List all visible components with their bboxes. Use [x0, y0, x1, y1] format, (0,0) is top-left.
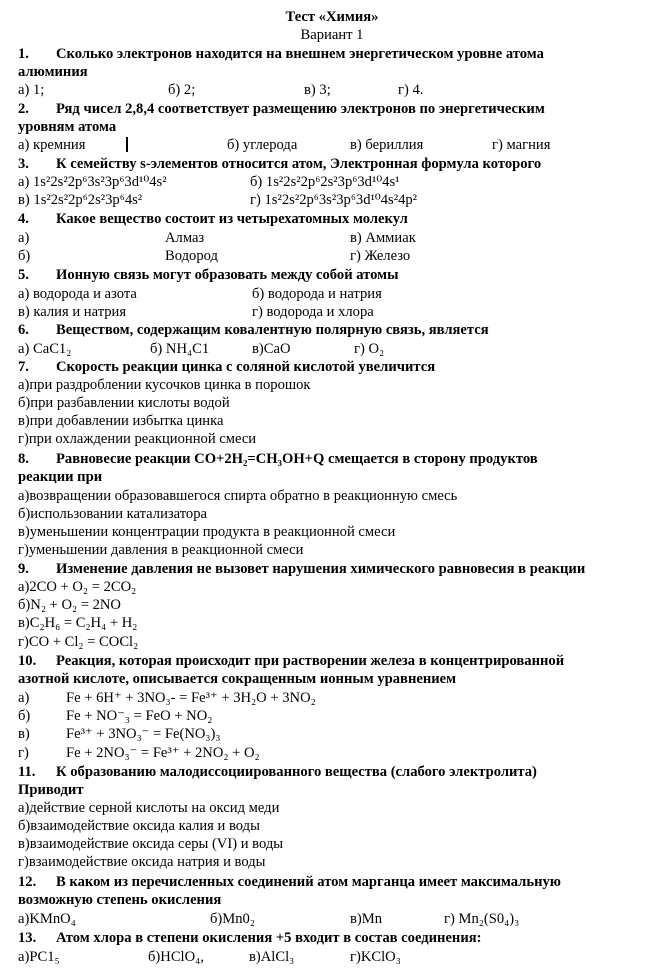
answer-8b: б)использовании катализатора [18, 506, 207, 522]
answer-6d: г) O₂ [354, 341, 385, 357]
answer-2c: в) бериллия [350, 137, 424, 153]
question-7: 7. Скорость реакции цинка с соляной кислотой увеличится [18, 359, 436, 375]
page-title: Тест «Химия» [285, 9, 379, 25]
answer-9b: б)N₂ + O₂ = 2NO [18, 597, 121, 613]
answer-3b: б) 1s²2s²2p⁶2s²3p⁶3d¹⁰4s¹ [250, 174, 400, 190]
answer-9a: а)2CO + O₂ = 2CO₂ [18, 579, 137, 595]
answer-2a: а) кремния [18, 137, 86, 153]
answer-1c: в) 3; [304, 82, 331, 98]
answer-4b-letter: б) [18, 248, 31, 264]
answer-10c: Fe³⁺ + 3NO₃⁻ = Fe(NO₃)₃ [66, 726, 221, 742]
answer-4a: Алмаз [165, 230, 205, 246]
answer-1d: г) 4. [398, 82, 424, 98]
answer-8d: г)уменьшении давления в реакционной смеси [18, 542, 304, 558]
question-11-cont: Приводит [18, 782, 84, 798]
question-1-cont: алюминия [18, 64, 88, 80]
answer-13d: г)KClO₃ [350, 949, 401, 965]
answer-10a-letter: а) [18, 690, 30, 706]
answer-2b: б) углерода [227, 137, 298, 153]
question-4: 4. Какое вещество состоит из четырехатомных молекул [18, 211, 408, 227]
answer-10d: Fe + 2NO₃⁻ = Fe³⁺ + 2NO₂ + O₂ [66, 745, 260, 761]
question-2-cont: уровням атома [18, 119, 117, 135]
answer-13c: в)AlCl₃ [249, 949, 295, 965]
answer-10b-letter: б) [18, 708, 31, 724]
answer-5c: в) калия и натрия [18, 304, 127, 320]
question-10-cont: азотной кислоте, описывается сокращенным ионным уравнением [18, 671, 457, 687]
question-12: 12. В каком из перечисленных соединений атом марганца имеет максимальную [18, 874, 561, 890]
answer-9d: г)CO + Cl₂ = COCl₂ [18, 634, 139, 650]
answer-3d: г) 1s²2s²2p⁶3s²3p⁶3d¹⁰4s²4p² [250, 192, 418, 208]
question-6: 6. Веществом, содержащим ковалентную полярную связь, является [18, 322, 489, 338]
answer-8c: в)уменьшении концентрации продукта в реакционной смеси [18, 524, 396, 540]
answer-10d-letter: г) [18, 745, 29, 761]
answer-12b: б)Mn0₂ [210, 911, 255, 927]
answer-1b: б) 2; [168, 82, 196, 98]
question-3: 3. К семейству s-элементов относится атом, Электронная формула которого [18, 156, 542, 172]
answer-6b: б) NH₄C1 [150, 341, 210, 357]
answer-6c: в)CaO [252, 341, 291, 357]
question-8-cont: реакции при [18, 469, 103, 485]
answer-12a: а)KMnO₄ [18, 911, 76, 927]
answer-5d: г) водорода и хлора [252, 304, 374, 320]
question-2: 2. Ряд чисел 2,8,4 соответствует размещению электронов по энергетическим [18, 101, 545, 117]
answer-10c-letter: в) [18, 726, 30, 742]
answer-11a: а)действие серной кислоты на оксид меди [18, 800, 280, 816]
answer-13b: б)HClO₄, [148, 949, 204, 965]
answer-4b: Водород [165, 248, 218, 264]
answer-3a: а) 1s²2s²2p⁶3s²3p⁶3d¹⁰4s² [18, 174, 167, 190]
answer-12c: в)Mn [350, 911, 383, 927]
answer-7b: б)при разбавлении кислоты водой [18, 395, 230, 411]
variant-label: Вариант 1 [300, 27, 364, 43]
question-9: 9. Изменение давления не вызовет нарушения химического равновесия в реакции [18, 561, 586, 577]
question-13: 13. Атом хлора в степени окисления +5 входит в состав соединения: [18, 930, 482, 946]
answer-4c: в) Аммиак [350, 230, 416, 246]
question-5: 5. Ионную связь могут образовать между собой атомы [18, 267, 399, 283]
answer-9c: в)C₂H₆ = C₂H₄ + H₂ [18, 615, 138, 631]
answer-5a: а) водорода и азота [18, 286, 137, 302]
answer-1a: а) 1; [18, 82, 45, 98]
answer-13a: а)PC1₅ [18, 949, 60, 965]
question-10: 10. Реакция, которая происходит при растворении железа в концентрированной [18, 653, 565, 669]
answer-3c: в) 1s²2s²2p⁶2s²3p⁶4s² [18, 192, 143, 208]
question-12-cont: возможную степень окисления [18, 892, 222, 908]
answer-10b: Fe + NO⁻₃ = FeO + NO₂ [66, 708, 213, 724]
answer-11d: г)взаимодействие оксида натрия и воды [18, 854, 266, 870]
answer-4a-letter: а) [18, 230, 30, 246]
answer-2d: г) магния [492, 137, 551, 153]
question-8: 8. Равновесие реакции CO+2H₂=CH₃OH+Q смещается в сторону продуктов [18, 451, 538, 467]
answer-6a: а) CaC1₂ [18, 341, 72, 357]
text-cursor [126, 137, 128, 152]
answer-7c: в)при добавлении избытка цинка [18, 413, 224, 429]
question-11: 11. К образованию малодиссоциированного вещества (слабого электролита) [18, 764, 537, 780]
answer-4d: г) Железо [350, 248, 411, 264]
answer-12d: г) Mn₂(S0₄)₃ [444, 911, 520, 927]
answer-11b: б)взаимодействие оксида калия и воды [18, 818, 260, 834]
answer-10a: Fe + 6H⁺ + 3NO₃- = Fe³⁺ + 3H₂O + 3NO₂ [66, 690, 316, 706]
answer-7d: г)при охлаждении реакционной смеси [18, 431, 257, 447]
question-1: 1. Сколько электронов находится на внешнем энергетическом уровне атома [18, 46, 544, 62]
answer-11c: в)взаимодействие оксида серы (VI) и воды [18, 836, 284, 852]
answer-7a: а)при раздроблении кусочков цинка в порошок [18, 377, 311, 393]
answer-5b: б) водорода и натрия [252, 286, 382, 302]
answer-8a: а)возвращении образовавшегося спирта обратно в реакционную смесь [18, 488, 458, 504]
